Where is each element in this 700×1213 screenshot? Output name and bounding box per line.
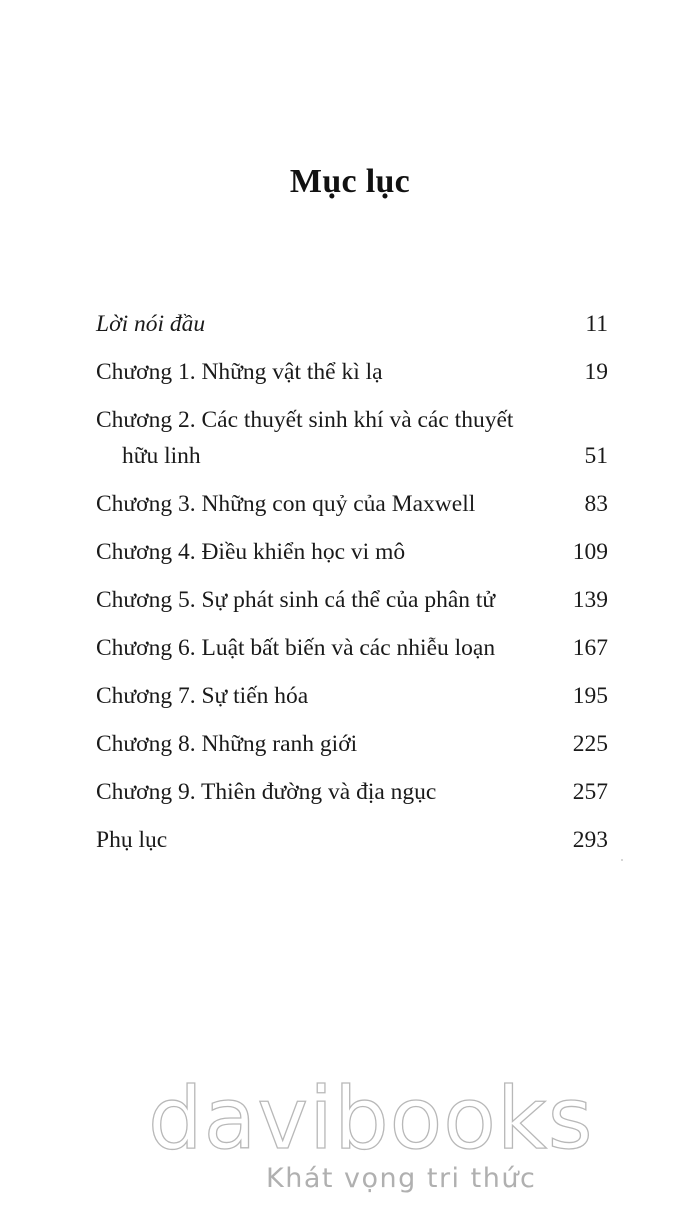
toc-entry-page: 139 [572, 587, 608, 613]
toc-entry-page: 109 [572, 539, 608, 565]
toc-entry-page: 257 [572, 779, 608, 805]
toc-entry-label: Chương 9. Thiên đường và địa ngục [96, 779, 437, 805]
toc-entry-page: 225 [572, 731, 608, 757]
toc-entry-chapter-2 [96, 402, 608, 474]
page-title: Mục lục [289, 163, 411, 200]
toc-entry-preface [96, 306, 608, 342]
toc-entry-chapter-9 [96, 774, 608, 810]
scan-speck [621, 859, 623, 861]
toc-entry-chapter-7 [96, 678, 608, 714]
toc-entry-label: Chương 3. Những con quỷ của Maxwell [96, 491, 476, 517]
watermark [148, 1069, 594, 1194]
toc-entry-label: Chương 4. Điều khiển học vi mô [96, 539, 406, 565]
toc-entry-label: Chương 1. Những vật thể kì lạ [96, 359, 383, 385]
toc-entry-chapter-4 [96, 534, 608, 570]
toc-entry-page: 293 [572, 827, 608, 853]
toc-entry-label: Chương 7. Sự tiến hóa [96, 683, 309, 709]
toc-entry-label: Chương 2. Các thuyết sinh khí và các thuyết [96, 407, 514, 433]
toc-entry-label: Lời nói đầu [96, 311, 206, 337]
toc-entry-chapter-8 [96, 726, 608, 762]
watermark-tagline: Khát vọng tri thức [266, 1163, 537, 1194]
toc-entry-page: 51 [584, 443, 608, 469]
toc-entry-label: Phụ lục [96, 827, 168, 853]
toc-entry-page: 11 [585, 311, 608, 337]
toc-entry-page: 19 [584, 359, 608, 385]
toc-entry-chapter-3 [96, 486, 608, 522]
toc-entry-label: Chương 8. Những ranh giới [96, 731, 358, 757]
toc-entry-label: Chương 6. Luật bất biến và các nhiễu loạn [96, 635, 496, 661]
toc-entry-chapter-1 [96, 354, 608, 390]
toc-entry-page: 83 [584, 491, 608, 517]
watermark-logo-text: davibooks [148, 1069, 594, 1169]
toc-entry-chapter-5 [96, 582, 608, 618]
toc-entry-page: 195 [572, 683, 608, 709]
toc-entry-label: Chương 5. Sự phát sinh cá thể của phân tử [96, 587, 496, 613]
toc-entry-page: 167 [572, 635, 608, 661]
toc-entry-label-continuation: hữu linh [122, 443, 201, 469]
toc-entry-appendix [96, 822, 608, 858]
toc-entry-chapter-6 [96, 630, 608, 666]
